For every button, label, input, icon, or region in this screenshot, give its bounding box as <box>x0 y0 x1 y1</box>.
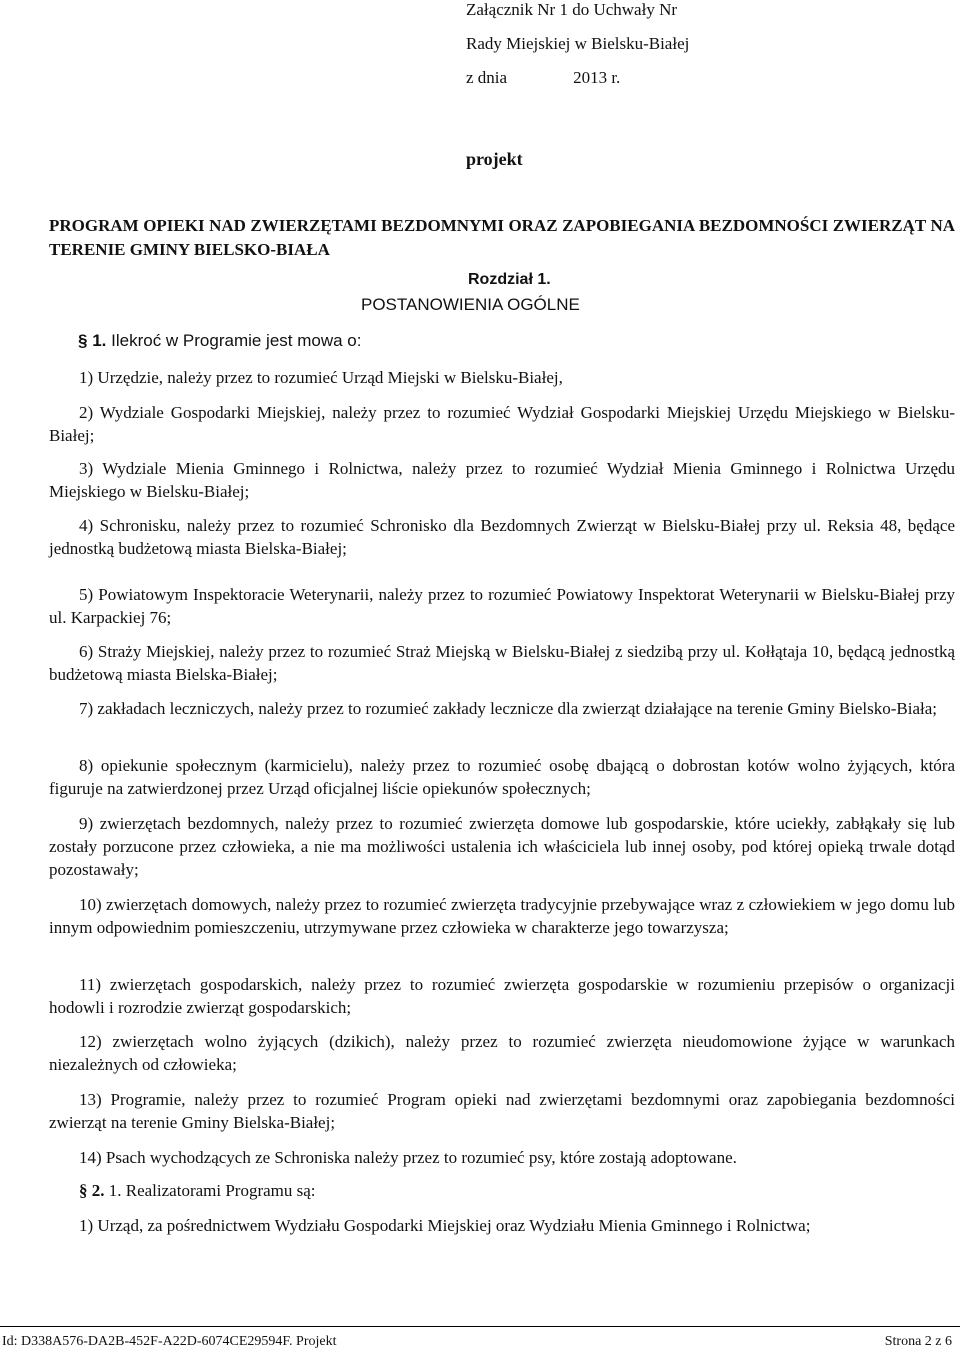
definition-item: 4) Schronisku, należy przez to rozumieć Schronisko dla Bezdomnych Zwierząt w Bielsku-Białej przy ul. Reksia 48, będące jednostką budżetową miasta Bielska-Białej; <box>49 516 955 558</box>
date-year: 2013 r. <box>573 68 621 87</box>
definition-item: 11) zwierzętach gospodarskich, należy przez to rozumieć zwierzęta gospodarskie w rozumieniu przepisów o organizacji hodowli i rozrodzie zwierząt gospodarskich; <box>49 975 955 1017</box>
chapter-label: Rozdział 1. <box>468 271 551 288</box>
page-number: Strona 2 z 6 <box>884 1334 952 1349</box>
realizer-item: 1) Urząd, za pośrednictwem Wydziału Gospodarki Miejskiej oraz Wydziału Mienia Gminnego i Rolnictwa; <box>79 1216 811 1235</box>
section-number: 2. <box>91 1181 105 1200</box>
attachment-header-line-2: Rady Miejskiej w Bielsku-Białej <box>466 34 690 53</box>
section-intro: 1. Realizatorami Programu są: <box>108 1181 316 1200</box>
definition-item: 8) opiekunie społecznym (karmicielu), należy przez to rozumieć osobę dbającą o dobrostan kotów wolno żyjących, która figuruje na zatwierdzonej przez Urząd oficjalnej liście opiekunów społecznych; <box>49 756 955 798</box>
definition-item: 10) zwierzętach domowych, należy przez to rozumieć zwierzęta tradycyjnie przebywające wraz z człowiekiem w jego domu lub innym odpowiednim pomieszczeniu, utrzymywane przez człowieka w charakterze jego towarzysza; <box>49 895 955 937</box>
definition-item: 14) Psach wychodzących ze Schroniska należy przez to rozumieć psy, które zostają adoptowane. <box>79 1148 737 1167</box>
footer-divider <box>0 1326 960 1327</box>
definition-item: 1) Urzędzie, należy przez to rozumieć Urząd Miejski w Bielsku-Białej, <box>79 368 563 387</box>
definition-item: 9) zwierzętach bezdomnych, należy przez to rozumieć zwierzęta domowe lub gospodarskie, które uciekły, zabłąkały się lub zostały porzucone przez człowieka, a nie ma możliwości ustalenia ich właściciela lub innej osoby, pod której opieką trwale dotąd pozostawały; <box>49 814 955 879</box>
chapter-title: POSTANOWIENIA OGÓLNE <box>361 295 580 314</box>
attachment-header-line-1: Załącznik Nr 1 do Uchwały Nr <box>466 0 678 19</box>
section-intro: Ilekroć w Programie jest mowa o: <box>111 331 362 350</box>
definition-item: 5) Powiatowym Inspektoracie Weterynarii, należy przez to rozumieć Powiatowy Inspektorat Weterynarii w Bielsku-Białej przy ul. Karpackiej 76; <box>49 585 955 627</box>
program-title: PROGRAM OPIEKI NAD ZWIERZĘTAMI BEZDOMNYMI ORAZ ZAPOBIEGANIA BEZDOMNOŚCI ZWIERZĄT NA TERENIE GMINY BIELSKO-BIAŁA <box>49 216 955 259</box>
section-1-heading <box>78 331 362 351</box>
definition-item: 2) Wydziale Gospodarki Miejskiej, należy przez to rozumieć Wydział Gospodarki Miejskiej Urzędu Miejskiego w Bielsku-Białej; <box>49 403 955 445</box>
attachment-header-line-3 <box>466 68 620 88</box>
section-symbol: § <box>78 331 88 350</box>
projekt-label: projekt <box>466 149 523 169</box>
definition-item: 12) zwierzętach wolno żyjących (dzikich), należy przez to rozumieć zwierzęta nieudomowione żyjące w warunkach niezależnych od człowieka; <box>49 1032 955 1074</box>
document-id: Id: D338A576-DA2B-452F-A22D-6074CE29594F. Projekt <box>2 1334 337 1349</box>
definition-item: 13) Programie, należy przez to rozumieć Program opieki nad zwierzętami bezdomnymi oraz zapobiegania bezdomności zwierząt na terenie Gminy Bielska-Białej; <box>49 1090 955 1132</box>
definition-item: 3) Wydziale Mienia Gminnego i Rolnictwa, należy przez to rozumieć Wydział Mienia Gminnego i Rolnictwa Urzędu Miejskiego w Bielsku-Białej; <box>49 459 955 501</box>
date-prefix: z dnia <box>466 68 508 87</box>
section-symbol: § <box>79 1181 88 1200</box>
definition-item: 6) Straży Miejskiej, należy przez to rozumieć Straż Miejską w Bielsku-Białej z siedzibą przy ul. Kołłątaja 10, będącą jednostką budżetową miasta Bielska-Białej; <box>49 642 955 684</box>
definition-item: 7) zakładach leczniczych, należy przez to rozumieć zakłady lecznicze dla zwierząt działające na terenie Gminy Bielsko-Biała; <box>79 699 938 718</box>
section-2-heading <box>79 1181 316 1201</box>
section-number: 1. <box>92 331 107 350</box>
